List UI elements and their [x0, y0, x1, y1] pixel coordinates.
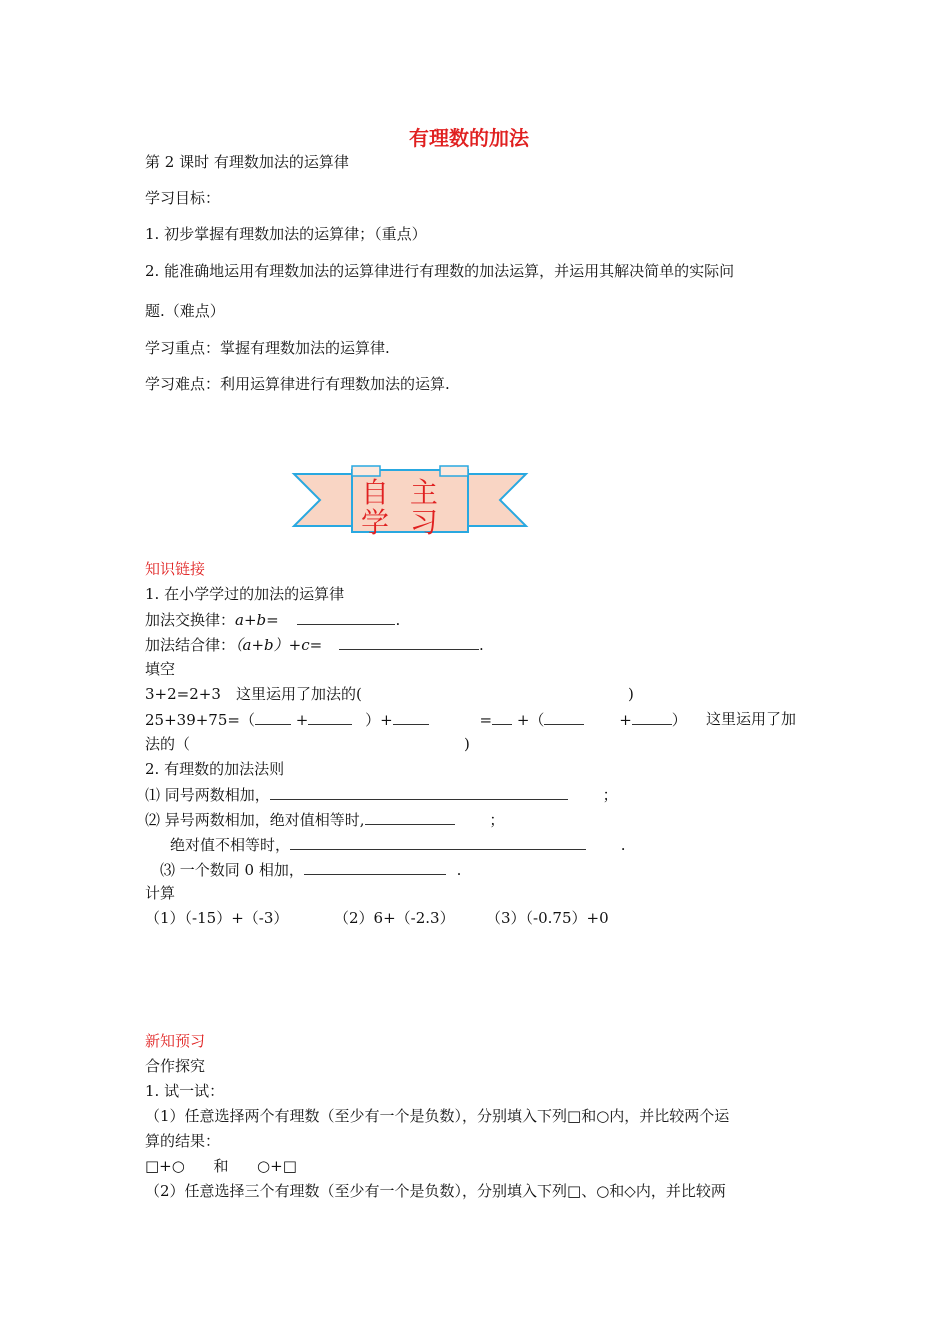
rule-3-blank[interactable] [304, 860, 446, 875]
banner-left-ribbon [294, 474, 360, 526]
eq2-blank-3[interactable] [393, 710, 429, 725]
fill-eq1-close: ) [628, 685, 634, 703]
commutative-label: 加法交换律： [145, 611, 236, 629]
calc-3: （3）（-0.75）+0 [486, 909, 609, 927]
commutative-expr: a+b= [235, 611, 279, 629]
fill-heading: 填空 [145, 660, 176, 678]
banner-right-fold [440, 466, 468, 476]
eq2-blank-1[interactable] [255, 710, 291, 725]
plus: + [295, 711, 309, 729]
fill-eq2-close: ) [464, 735, 470, 753]
objective-2-line2: 题.（难点） [145, 302, 225, 320]
semicolon: ； [602, 786, 618, 804]
coop-heading: 合作探究 [145, 1057, 206, 1075]
eq2-blank-6[interactable] [632, 710, 672, 725]
rule-3 [160, 860, 461, 879]
fill-eq2-line2: 法的（ [145, 735, 191, 753]
commutative-blank[interactable] [297, 610, 395, 625]
rule-1-text: ⑴ 同号两数相加， [145, 786, 270, 804]
difficulty: 学习难点：利用运算律进行有理数加法的运算. [145, 375, 450, 393]
associative-expr: （a+b）+c= [235, 636, 323, 654]
document-title: 有理数的加法 [409, 126, 529, 150]
fill-eq1: 3+2=2+3 [145, 685, 221, 703]
banner-text: 自 主 学 习 [361, 476, 444, 539]
associative-blank[interactable] [339, 635, 479, 650]
calc-2: （2）6+（-2.3） [334, 909, 455, 927]
rule-1-blank[interactable] [270, 785, 568, 800]
eq2-blank-4[interactable] [492, 710, 512, 725]
try-heading: 1. 试一试： [145, 1082, 225, 1100]
rule-2 [145, 810, 504, 829]
eq2-blank-2[interactable] [308, 710, 352, 725]
rule-1 [145, 785, 618, 804]
close-paren: ） [365, 711, 381, 729]
associative-label: 加法结合律： [145, 636, 236, 654]
objective-2-line1: 2. 能准确地运用有理数加法的运算律进行有理数的加法运算，并运用其解决简单的实际问 [145, 262, 735, 280]
plus: + [619, 711, 632, 729]
fill-eq2 [145, 710, 687, 729]
knowledge-link-heading: 知识链接 [145, 560, 206, 578]
rule-2-blank[interactable] [365, 810, 455, 825]
calc-heading: 计算 [145, 884, 176, 902]
eq2-blank-5[interactable] [544, 710, 584, 725]
objectives-heading: 学习目标： [145, 189, 221, 207]
key-point: 学习重点：掌握有理数加法的运算律. [145, 339, 390, 357]
fill-eq2-start: 25+39+75=（ [145, 711, 255, 729]
period: . [456, 861, 462, 879]
open-paren: （ [529, 711, 545, 729]
rule-2-text: ⑵ 异号两数相加，绝对值相等时, [145, 811, 365, 829]
associative-line [145, 635, 484, 654]
preview-p1-expr: □+○ 和 ○+□ [145, 1157, 297, 1175]
fill-eq2-tail: 这里运用了加 [706, 710, 797, 728]
objective-1: 1. 初步掌握有理数加法的运算律；（重点） [145, 225, 427, 243]
preview-heading: 新知预习 [145, 1032, 206, 1050]
rule-2b-text: 绝对值不相等时， [170, 836, 291, 854]
period: . [395, 611, 401, 629]
preview-p1-line2: 算的结果： [145, 1132, 221, 1150]
calc-1: （1）（-15）+（-3） [145, 909, 289, 927]
rule-2b [170, 835, 626, 854]
knowledge-q1: 1. 在小学学过的加法的运算律 [145, 585, 345, 603]
lesson-subtitle: 第 2 课时 有理数加法的运算律 [145, 153, 349, 171]
commutative-line [145, 610, 400, 629]
period: . [478, 636, 484, 654]
close-paren: ） [671, 711, 687, 729]
rule-3-text: ⑶ 一个数同 0 相加， [160, 861, 304, 879]
knowledge-q2: 2. 有理数的加法法则 [145, 760, 285, 778]
plus: + [380, 711, 393, 729]
banner-left-fold [352, 466, 380, 476]
plus: + [516, 711, 530, 729]
period: . [620, 836, 626, 854]
rule-2b-blank[interactable] [290, 835, 586, 850]
equals: = [479, 711, 493, 729]
semicolon: ； [489, 811, 505, 829]
fill-eq1-tail: 这里运用了加法的( [236, 685, 362, 703]
preview-p2-line1: （2）任意选择三个有理数（至少有一个是负数），分别填入下列□、○和◇内，并比较两 [145, 1182, 726, 1200]
preview-p1-line1: （1）任意选择两个有理数（至少有一个是负数），分别填入下列□和○内，并比较两个运 [145, 1107, 730, 1125]
